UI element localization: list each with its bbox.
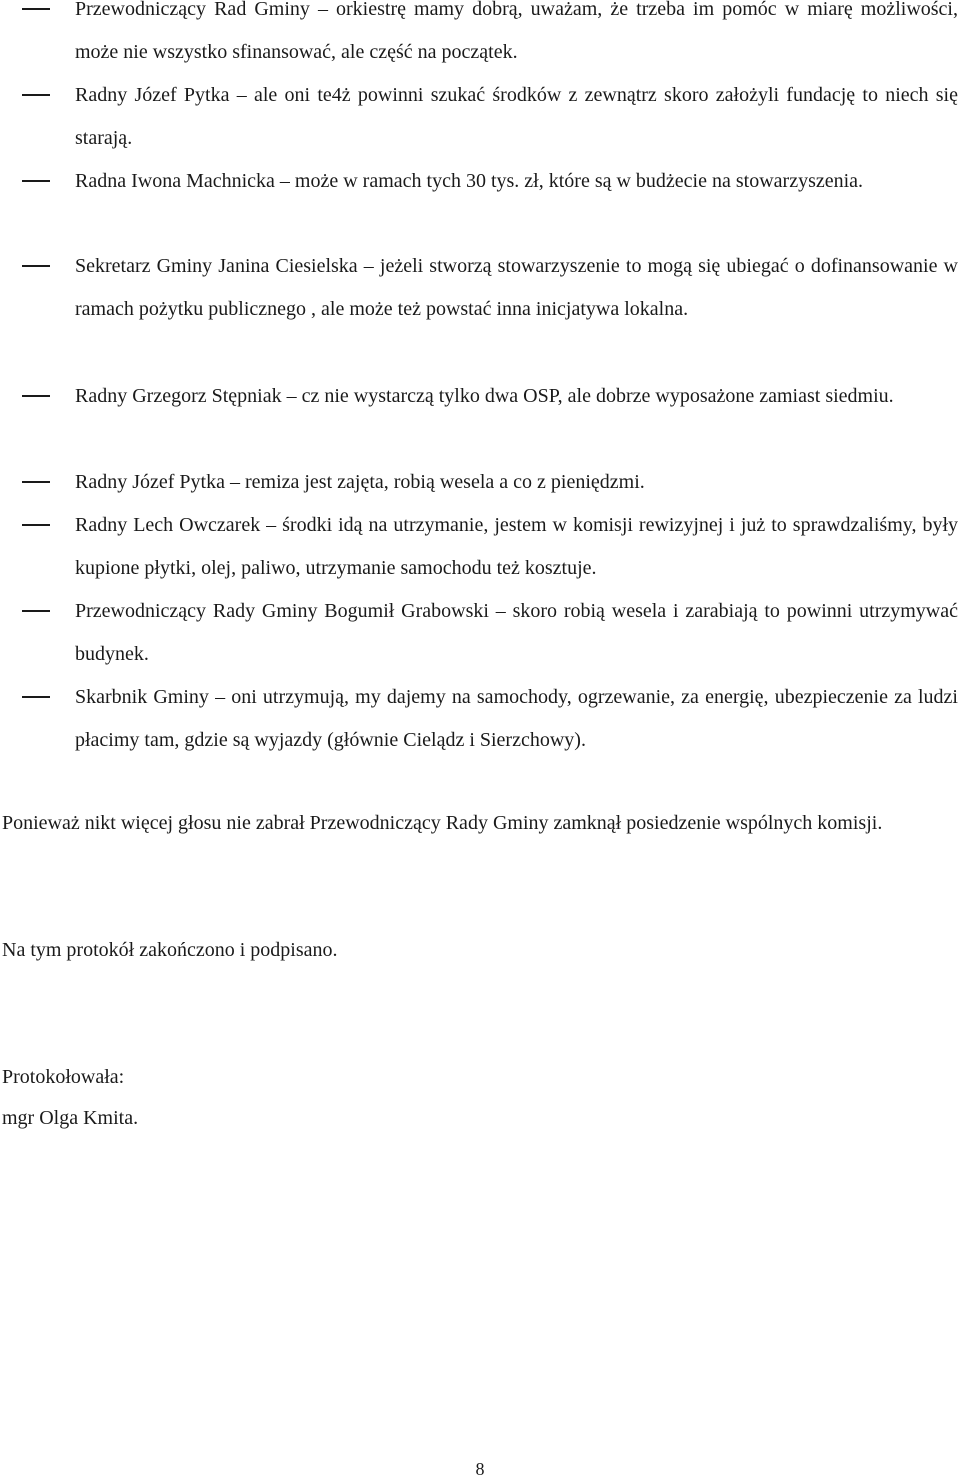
dash-bullet-icon (22, 524, 50, 526)
closing-paragraph: Ponieważ nikt więcej głosu nie zabrał Przewodniczący Rady Gminy zamknął posiedzenie wspólnych komisji. (2, 812, 883, 834)
speech-text: Przewodniczący Rad Gminy – orkiestrę mamy dobrą, uważam, że trzeba im pomóc w miarę możliwości, może nie wszystko sfinansować, ale część na początek. (75, 0, 958, 63)
speech-item (0, 245, 960, 331)
speech-item (0, 590, 960, 676)
speech-item (0, 504, 960, 590)
page-number: 8 (475, 1459, 485, 1479)
dash-bullet-icon (22, 481, 50, 483)
speech-item (0, 0, 960, 74)
dash-bullet-icon (22, 265, 50, 267)
dash-bullet-icon (22, 94, 50, 96)
dash-bullet-icon (22, 8, 50, 10)
speech-text: Radna Iwona Machnicka – może w ramach tych 30 tys. zł, które są w budżecie na stowarzyszenia. (75, 170, 864, 192)
speech-item (0, 160, 960, 203)
signature-name: mgr Olga Kmita. (2, 1107, 139, 1129)
dash-bullet-icon (22, 395, 50, 397)
speech-text: Radny Lech Owczarek – środki idą na utrzymanie, jestem w komisji rewizyjnej i już to sprawdzaliśmy, były kupione płytki, olej, paliwo, utrzymanie samochodu też kosztuje. (75, 514, 958, 579)
speech-text: Przewodniczący Rady Gminy Bogumił Grabowski – skoro robią wesela i zarabiają to powinni utrzymywać budynek. (75, 600, 958, 665)
dash-bullet-icon (22, 696, 50, 698)
speech-text: Radny Józef Pytka – remiza jest zajęta, robią wesela a co z pieniędzmi. (75, 471, 645, 493)
speech-text: Radny Józef Pytka – ale oni te4ż powinni szukać środków z zewnątrz skoro założyli fundację to niech się starają. (75, 84, 958, 149)
dash-bullet-icon (22, 610, 50, 612)
speech-item (0, 375, 960, 418)
dash-bullet-icon (22, 180, 50, 182)
speech-text: Radny Grzegorz Stępniak – cz nie wystarczą tylko dwa OSP, ale dobrze wyposażone zamiast siedmiu. (75, 385, 894, 407)
speech-text: Sekretarz Gminy Janina Ciesielska – jeżeli stworzą stowarzyszenie to mogą się ubiegać o dofinansowanie w ramach pożytku publicznego , ale może też powstać inna inicjatywa lokalna. (75, 255, 958, 320)
signed-paragraph: Na tym protokół zakończono i podpisano. (2, 939, 338, 961)
signature-role: Protokołowała: (2, 1066, 125, 1088)
speech-item (0, 461, 960, 504)
speech-text: Skarbnik Gminy – oni utrzymują, my dajemy na samochody, ogrzewanie, za energię, ubezpieczenie za ludzi płacimy tam, gdzie są wyjazdy (głównie Cielądz i Sierzchowy). (75, 686, 958, 751)
speech-item (0, 676, 960, 762)
speech-item (0, 74, 960, 160)
signature-block (2, 1057, 138, 1139)
